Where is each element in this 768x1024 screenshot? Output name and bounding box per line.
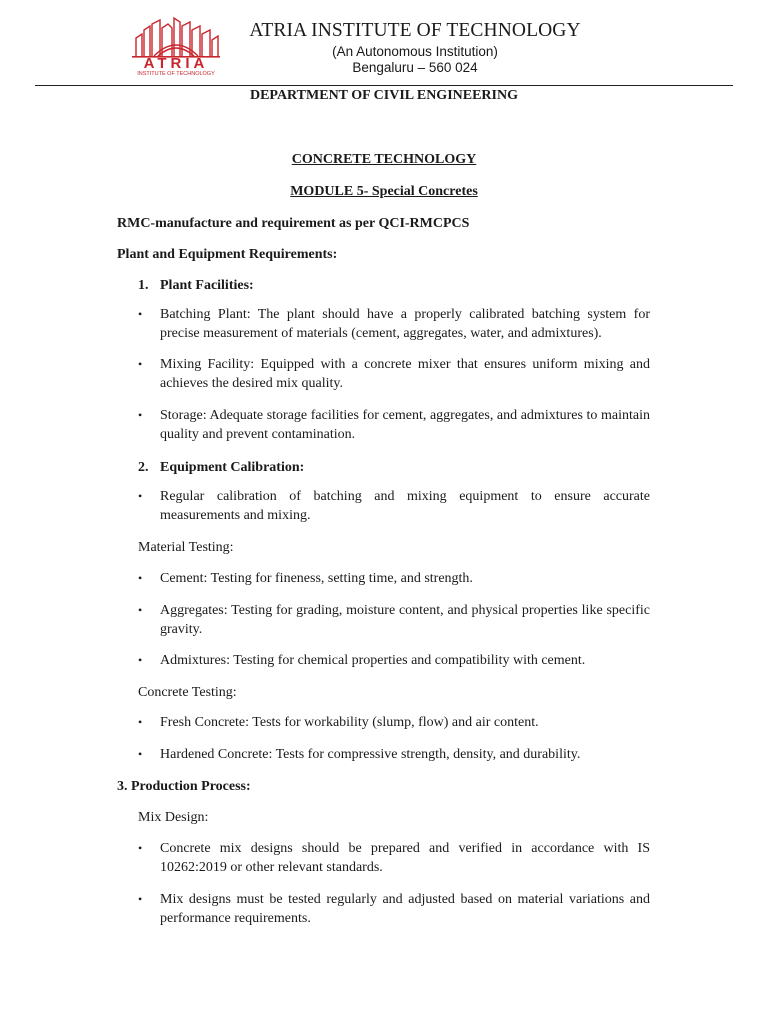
- section-1-number: 1.: [138, 278, 149, 293]
- section-2-heading: [138, 458, 304, 477]
- list-item: • Admixtures: Testing for chemical properties and compatibility with cement.: [138, 653, 586, 668]
- section-3-heading: 3. Production Process:: [117, 779, 251, 794]
- bullet-icon: •: [138, 307, 143, 321]
- list-item: • Storage: Adequate storage facilities for cement, aggregates, and admixtures to maintain quality and prevent contamination.: [138, 408, 650, 442]
- list-item: • Batching Plant: The plant should have a properly calibrated batching system for precise measurement of materials (cement, aggregates, water, and admixtures).: [138, 307, 650, 341]
- topic-heading: RMC-manufacture and requirement as per QCI-RMCPCS: [117, 216, 470, 231]
- header-divider: [35, 85, 733, 86]
- module-title: MODULE 5- Special Concretes: [290, 184, 478, 199]
- section-1-title: Plant Facilities:: [160, 278, 254, 293]
- logo-wordmark: ATRIA: [143, 55, 209, 72]
- bullet-icon: •: [138, 715, 143, 729]
- list-item: • Fresh Concrete: Tests for workability (slump, flow) and air content.: [138, 715, 539, 730]
- list-item: • Cement: Testing for fineness, setting time, and strength.: [138, 571, 473, 586]
- list-item: • Aggregates: Testing for grading, moisture content, and physical properties like specific gravity.: [138, 603, 650, 637]
- bullet-icon: •: [138, 892, 143, 906]
- list-item: • Regular calibration of batching and mixing equipment to ensure accurate measurements and mixing.: [138, 489, 650, 523]
- mix-design-label: Mix Design:: [138, 810, 209, 825]
- bullet-icon: •: [138, 603, 143, 617]
- bullet-icon: •: [138, 841, 143, 855]
- bullet-icon: •: [138, 653, 143, 667]
- institute-logo: [128, 16, 224, 78]
- list-item: • Mixing Facility: Equipped with a concrete mixer that ensures uniform mixing and achieves the desired mix quality.: [138, 357, 650, 391]
- material-testing-label: Material Testing:: [138, 540, 234, 555]
- bullet-icon: •: [138, 357, 143, 371]
- section-2-title: Equipment Calibration:: [160, 460, 305, 475]
- institute-city: Bengaluru – 560 024: [352, 60, 478, 75]
- institute-subtitle: (An Autonomous Institution): [332, 44, 498, 59]
- concrete-testing-label: Concrete Testing:: [138, 685, 237, 700]
- section-1-heading: [138, 276, 254, 295]
- institute-name: ATRIA INSTITUTE OF TECHNOLOGY: [249, 20, 581, 41]
- bullet-icon: •: [138, 489, 143, 503]
- bullet-icon: •: [138, 408, 143, 422]
- list-item: • Concrete mix designs should be prepared and verified in accordance with IS 10262:2019 or other relevant standards.: [138, 841, 650, 875]
- bullet-icon: •: [138, 571, 143, 585]
- department-title: DEPARTMENT OF CIVIL ENGINEERING: [249, 88, 518, 103]
- section-heading: Plant and Equipment Requirements:: [117, 247, 338, 262]
- section-2-number: 2.: [138, 460, 149, 475]
- list-item: • Mix designs must be tested regularly and adjusted based on material variations and performance requirements.: [138, 892, 650, 926]
- list-item: • Hardened Concrete: Tests for compressive strength, density, and durability.: [138, 747, 581, 762]
- bullet-icon: •: [138, 747, 143, 761]
- logo-tagline: INSTITUTE OF TECHNOLOGY: [137, 71, 215, 77]
- course-title: CONCRETE TECHNOLOGY: [291, 152, 477, 167]
